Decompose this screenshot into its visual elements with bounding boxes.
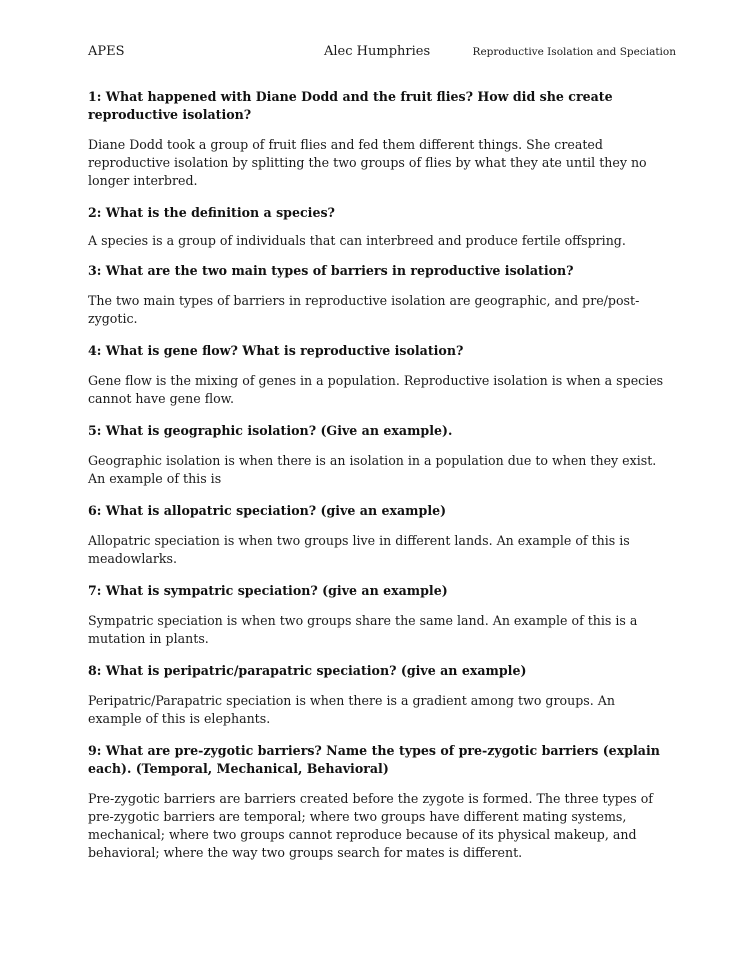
qa-item-8 xyxy=(88,662,668,728)
qa-item-4 xyxy=(88,342,668,408)
qa-item-9 xyxy=(88,742,668,862)
qa-item-6 xyxy=(88,502,668,568)
question-6: 6: What is allopatric speciation? (give an example) xyxy=(88,503,447,518)
question-5: 5: What is geographic isolation? (Give an example). xyxy=(88,423,453,438)
answer-3: The two main types of barriers in reproductive isolation are geographic, and pre/post-zygotic. xyxy=(88,293,640,326)
question-9: 9: What are pre-zygotic barriers? Name the types of pre-zygotic barriers (explain each). (Temporal, Mechanical, Behavioral) xyxy=(88,743,660,776)
qa-item-7 xyxy=(88,582,668,648)
header-course: APES xyxy=(88,44,125,59)
question-3: 3: What are the two main types of barriers in reproductive isolation? xyxy=(88,263,574,278)
answer-8: Peripatric/Parapatric speciation is when there is a gradient among two groups. An example of this is elephants. xyxy=(88,693,615,726)
answer-7: Sympatric speciation is when two groups share the same land. An example of this is a mutation in plants. xyxy=(88,613,638,646)
question-2: 2: What is the definition a species? xyxy=(88,205,335,220)
answer-1: Diane Dodd took a group of fruit flies and fed them different things. She created reproductive isolation by splitting the two groups of flies by what they ate until they no longer interbred. xyxy=(88,137,647,188)
qa-item-3 xyxy=(88,262,668,328)
question-8: 8: What is peripatric/parapatric speciation? (give an example) xyxy=(88,663,527,678)
question-7: 7: What is sympatric speciation? (give an example) xyxy=(88,583,448,598)
qa-item-5 xyxy=(88,422,668,488)
answer-9: Pre-zygotic barriers are barriers created before the zygote is formed. The three types of pre-zygotic barriers are temporal; where two groups have different mating systems, mechanical; where two groups cannot reproduce because of its physical makeup, and behavioral; where the way two groups search for mates is different. xyxy=(88,791,653,860)
answer-4: Gene flow is the mixing of genes in a population. Reproductive isolation is when a species cannot have gene flow. xyxy=(88,373,664,406)
document-page xyxy=(88,44,676,862)
question-4: 4: What is gene flow? What is reproductive isolation? xyxy=(88,343,464,358)
header-topic: Reproductive Isolation and Speciation xyxy=(472,46,676,58)
header-author: Alec Humphries xyxy=(324,44,431,59)
answer-6: Allopatric speciation is when two groups live in different lands. An example of this is meadowlarks. xyxy=(88,533,630,566)
answer-5: Geographic isolation is when there is an isolation in a population due to when they exist. An example of this is xyxy=(88,453,657,486)
qa-item-2 xyxy=(88,204,668,250)
qa-item-1 xyxy=(88,88,668,190)
question-1: 1: What happened with Diane Dodd and the fruit flies? How did she create reproductive isolation? xyxy=(88,89,613,122)
answer-2: A species is a group of individuals that can interbreed and produce fertile offspring. xyxy=(88,233,626,248)
page-header xyxy=(88,44,676,64)
